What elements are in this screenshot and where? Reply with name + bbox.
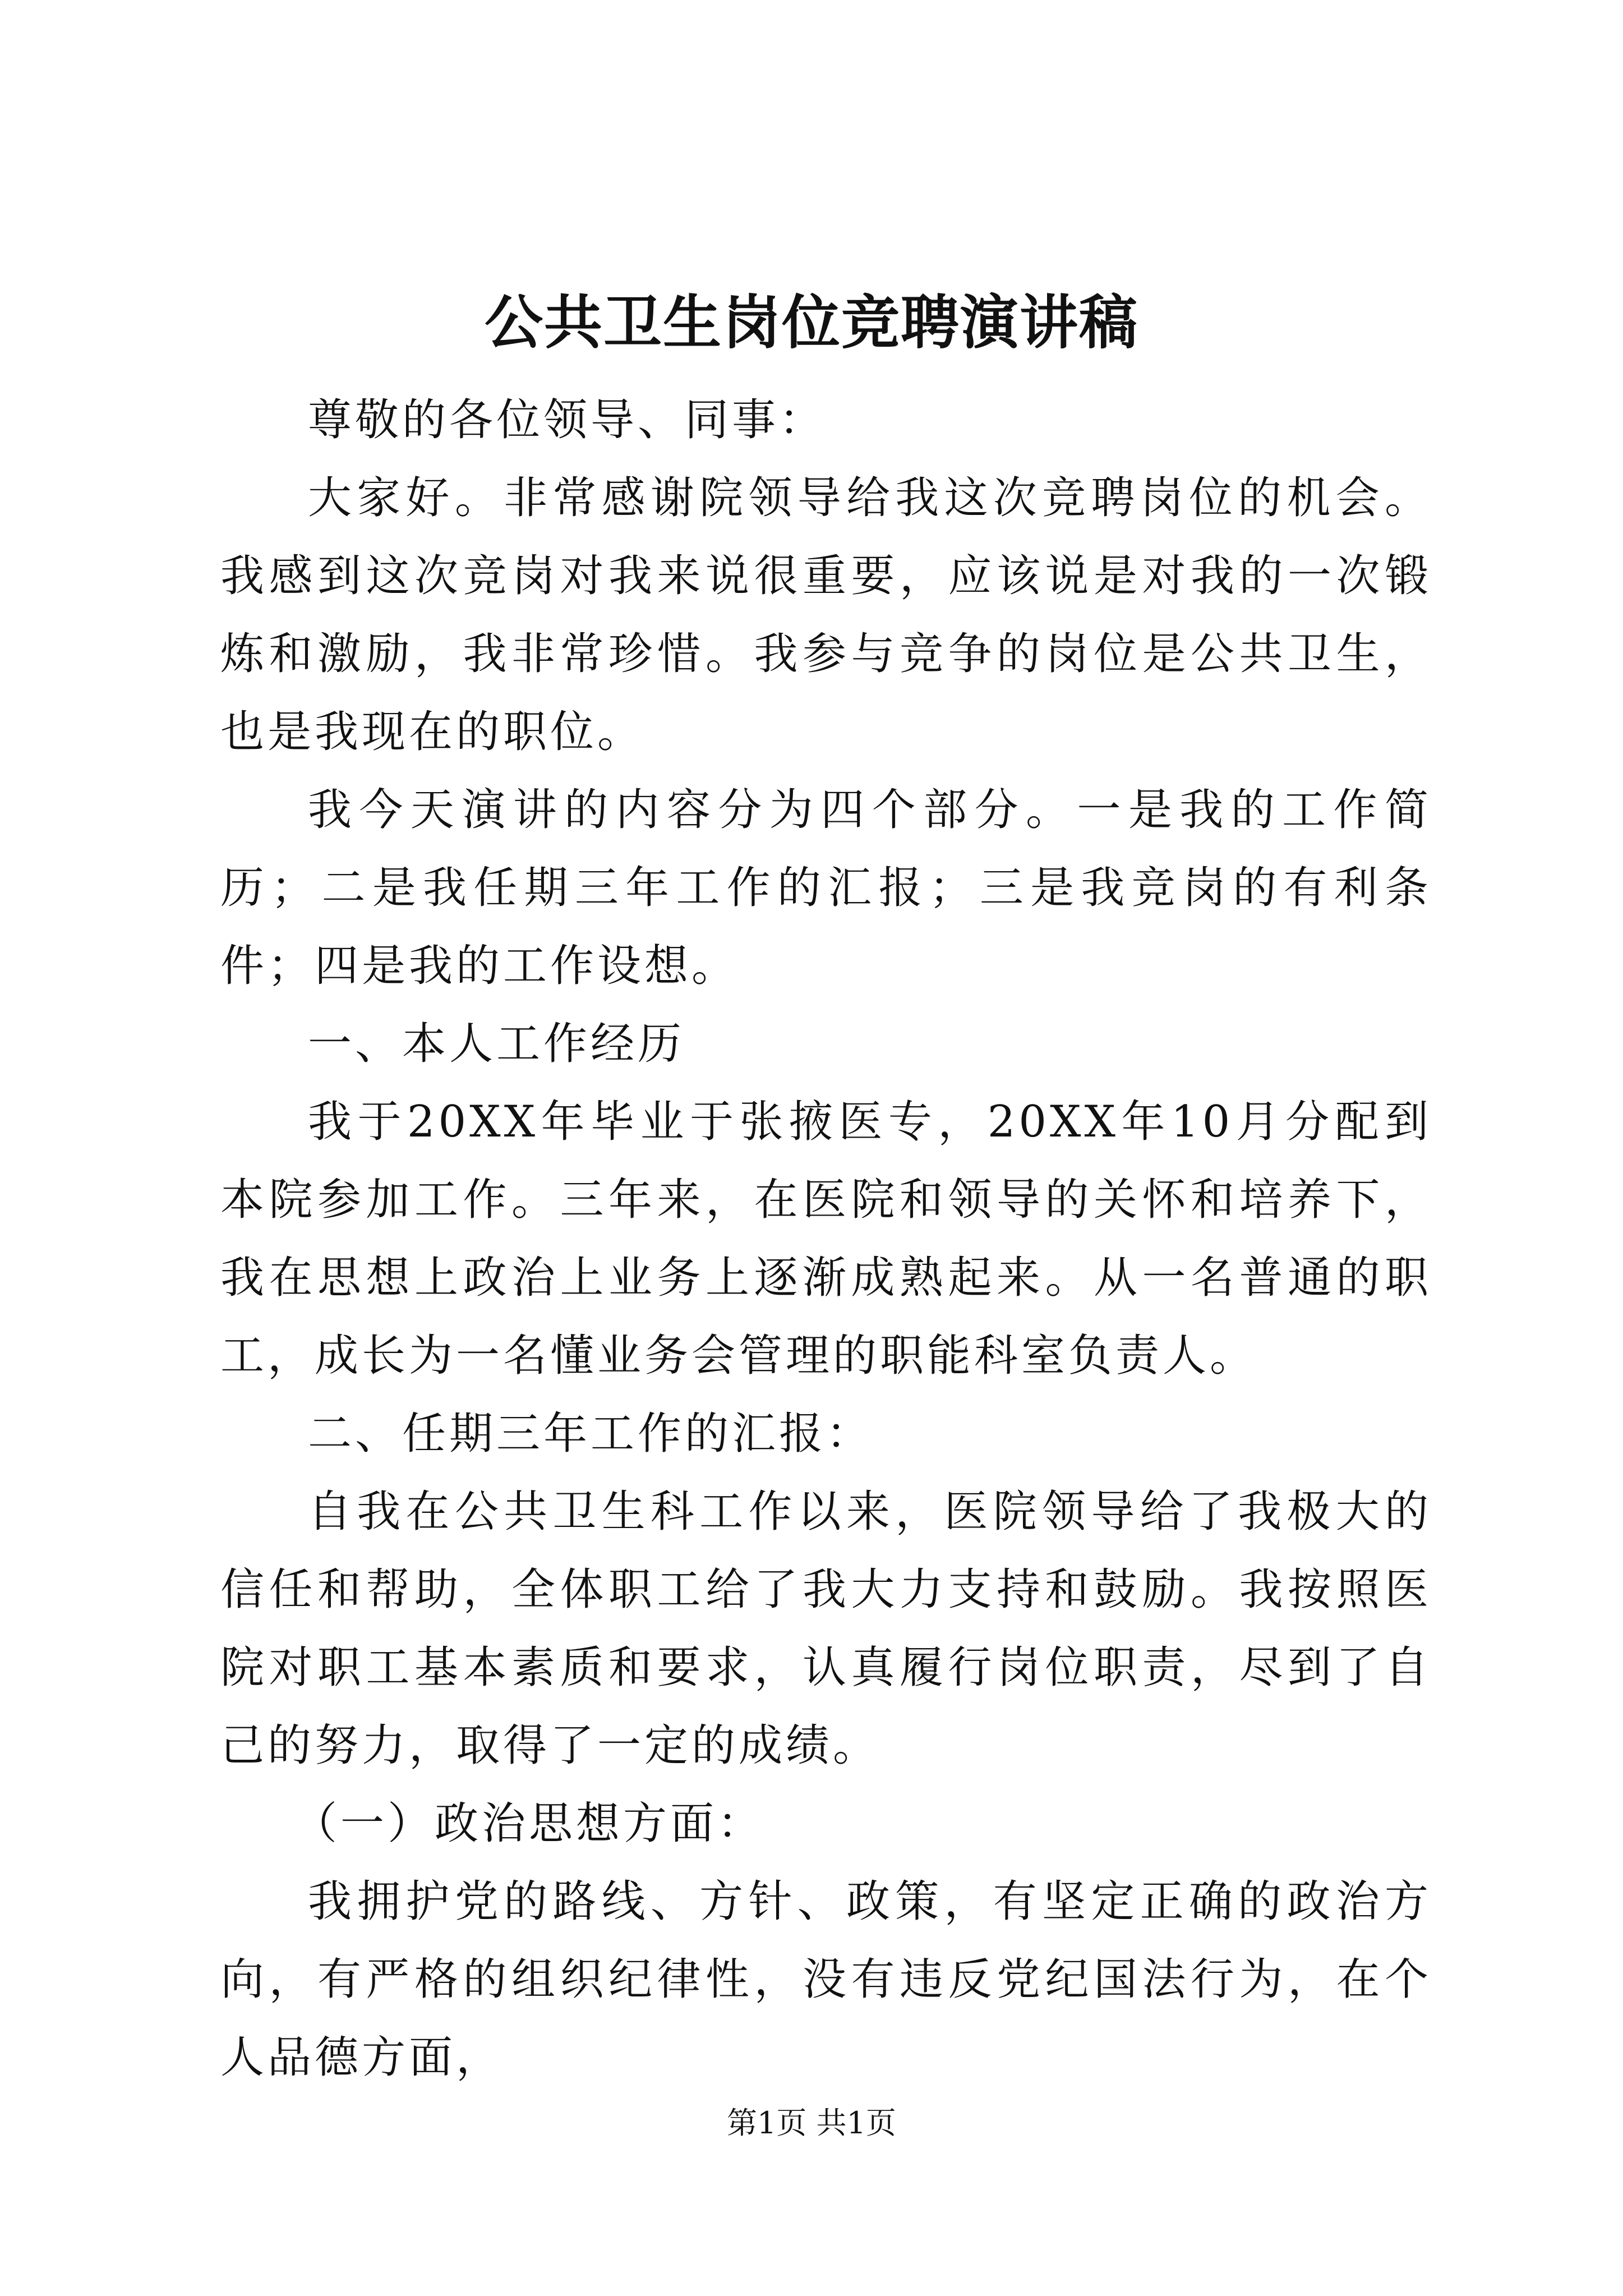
three-year-report-paragraph: 自我在公共卫生科工作以来，医院领导给了我极大的信任和帮助，全体职工给了我大力支持和鼓励。我按照医院对职工基本素质和要求，认真履行岗位职责，尽到了自己的努力，取得了一定的成绩。 [220,1487,1432,1771]
opening-paragraph: 大家好。非常感谢院领导给我这次竞聘岗位的机会。我感到这次竞岗对我来说很重要，应该说是对我的一次锻炼和激励，我非常珍惜。我参与竞争的岗位是公共卫生，也是我现在的职位。 [220,473,1432,757]
salutation-paragraph: 尊敬的各位领导、同事： [308,395,827,445]
work-history-paragraph: 我于20XX年毕业于张掖医专，20XX年10月分配到本院参加工作。三年来，在医院和领导的关怀和培养下，我在思想上政治上业务上逐渐成熟起来。从一名普通的职工，成长为一名懂业务会管理的职能科室负责人。 [220,1097,1432,1381]
document-body [220,381,1432,2097]
section-heading-three-year-report: 二、任期三年工作的汇报： [308,1409,874,1459]
page-footer: 第1页 共1页 [727,2105,896,2141]
political-thought-paragraph: 我拥护党的路线、方针、政策，有坚定正确的政治方向，有严格的组织纪律性，没有违反党纪国法行为，在个人品德方面， [220,1876,1432,2083]
document-title: 公共卫生岗位竞聘演讲稿 [484,288,1138,357]
outline-paragraph: 我今天演讲的内容分为四个部分。一是我的工作简历；二是我任期三年工作的汇报；三是我竞岗的有利条件；四是我的工作设想。 [220,785,1432,991]
subsection-heading-political-thought: （一）政治思想方面： [293,1798,765,1849]
section-heading-work-history: 一、本人工作经历 [308,1019,685,1069]
